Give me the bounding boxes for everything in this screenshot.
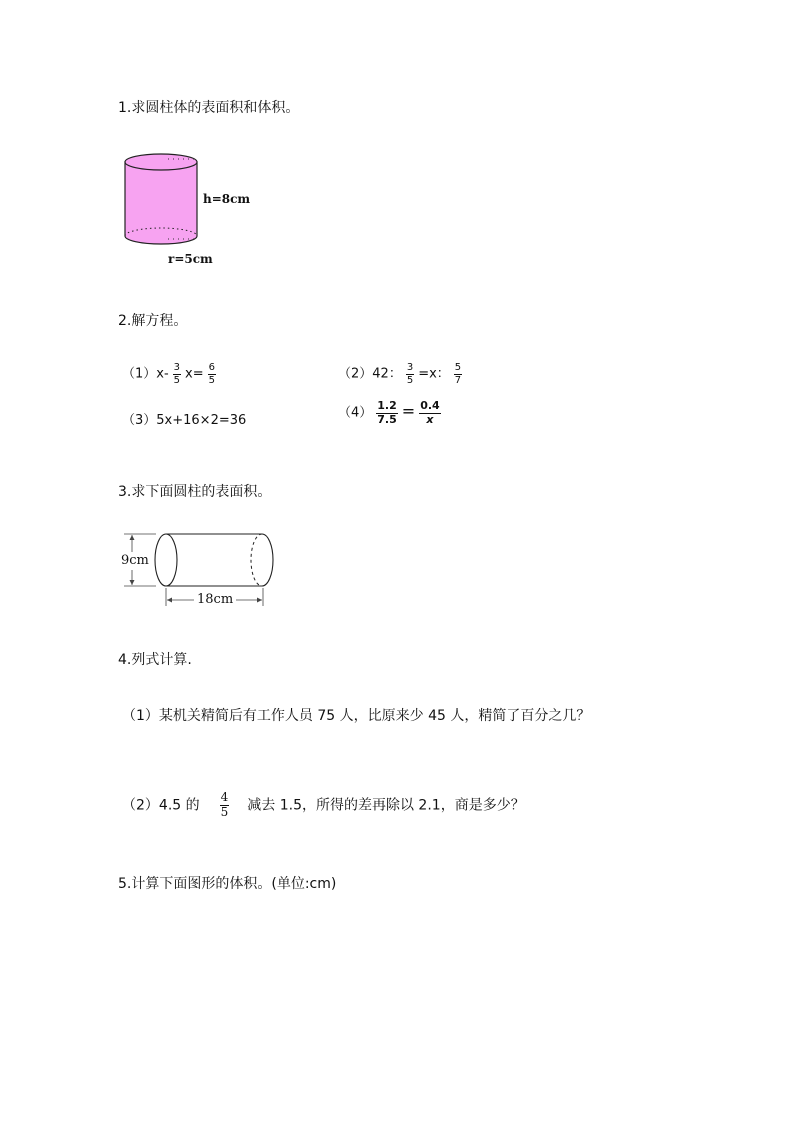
q4-part-2-suffix: 减去 1.5，所得的差再除以 2.1，商是多少？ bbox=[247, 797, 525, 814]
fraction-numerator: 5 bbox=[454, 362, 462, 373]
equation-2-mid: =x： bbox=[418, 366, 450, 382]
fraction bbox=[376, 400, 398, 426]
length-arrow-right bbox=[257, 598, 262, 603]
diameter-label: 9cm bbox=[121, 553, 149, 568]
equation-4 bbox=[338, 400, 445, 426]
equation-1-prefix: （1）x- bbox=[122, 366, 169, 382]
equation-1 bbox=[122, 362, 220, 386]
length-arrow-left bbox=[167, 598, 172, 603]
q4-part-1: （1）某机关精简后有工作人员 75 人，比原来少 45 人，精简了百分之几？ bbox=[122, 708, 591, 724]
cylinder-2-right-hidden-edge bbox=[251, 534, 262, 586]
fraction bbox=[220, 791, 230, 820]
q4-part-2-prefix: （2）4.5 的 bbox=[122, 797, 200, 814]
length-label: 18cm bbox=[197, 592, 234, 607]
fraction bbox=[208, 362, 216, 386]
fraction-denominator: x bbox=[426, 412, 434, 426]
equation-2 bbox=[338, 362, 466, 386]
q4-title: 4.列式计算. bbox=[118, 652, 192, 668]
fraction-numerator: 3 bbox=[173, 362, 181, 373]
fraction-denominator: 5 bbox=[208, 374, 215, 386]
diameter-arrow-down bbox=[130, 580, 135, 585]
fraction-denominator: 7 bbox=[454, 374, 462, 386]
fraction-numerator: 0.4 bbox=[420, 399, 440, 412]
q4-part-2 bbox=[122, 791, 525, 820]
fraction-numerator: 4 bbox=[220, 790, 229, 804]
equation-1-mid: x= bbox=[185, 366, 204, 382]
cylinder-2-left-face bbox=[155, 534, 177, 586]
equation-2-prefix: （2）42： bbox=[338, 366, 402, 382]
fraction bbox=[454, 362, 462, 386]
cylinder-2-right-visible-edge bbox=[262, 534, 273, 586]
q2-title: 2.解方程。 bbox=[118, 313, 188, 329]
cylinder-1-body bbox=[125, 162, 197, 244]
fraction bbox=[173, 362, 181, 386]
equation-4-prefix: （4） bbox=[338, 405, 373, 421]
fraction-denominator: 5 bbox=[406, 374, 414, 386]
fraction bbox=[406, 362, 414, 386]
height-label: h=8cm bbox=[203, 192, 251, 206]
q3-title: 3.求下面圆柱的表面积。 bbox=[118, 484, 272, 500]
fraction-numerator: 1.2 bbox=[377, 399, 397, 412]
q5-title: 5.计算下面图形的体积。(单位:cm) bbox=[118, 876, 337, 892]
q1-title: 1.求圆柱体的表面积和体积。 bbox=[118, 100, 300, 116]
cylinder-1-top bbox=[125, 154, 197, 170]
fraction-numerator: 6 bbox=[208, 362, 215, 373]
diameter-arrow-up bbox=[130, 535, 135, 540]
radius-label: r=5cm bbox=[168, 252, 213, 266]
fraction-denominator: 5 bbox=[220, 804, 229, 819]
fraction bbox=[419, 400, 441, 426]
equation-3: （3）5x+16×2=36 bbox=[122, 413, 247, 428]
fraction-numerator: 3 bbox=[406, 362, 414, 373]
fraction-denominator: 5 bbox=[173, 374, 181, 386]
fraction-denominator: 7.5 bbox=[377, 412, 397, 426]
equation-4-mid: = bbox=[401, 401, 416, 421]
